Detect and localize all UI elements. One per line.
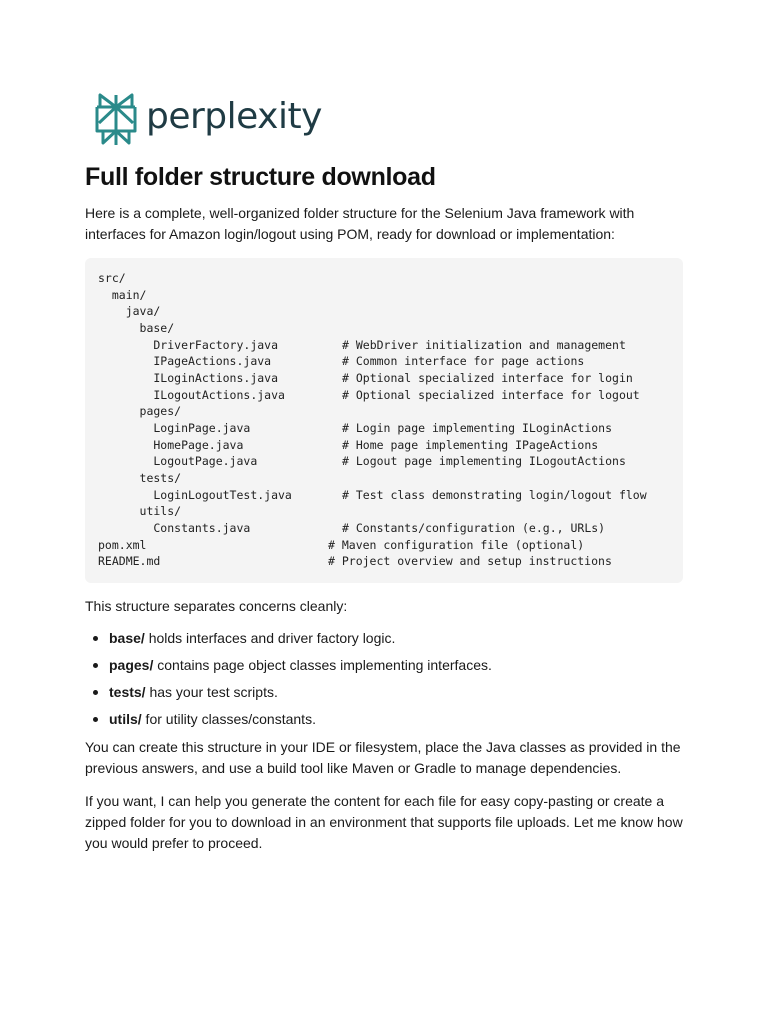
brand-logo (94, 93, 322, 147)
code-comment: # Project overview and setup instructions (328, 554, 612, 569)
code-path: IPageActions.java (98, 354, 272, 369)
code-line (98, 437, 683, 454)
list-item (85, 709, 685, 736)
code-line (98, 520, 683, 537)
code-comment: # Maven configuration file (optional) (328, 537, 585, 552)
code-comment: # Optional specialized interface for logout (342, 387, 640, 402)
bullet-list (85, 628, 685, 736)
code-comment: # Test class demonstrating login/logout flow (342, 487, 647, 502)
bullet-text: for utility classes/constants. (141, 711, 316, 727)
code-comment: # Common interface for page actions (342, 354, 585, 369)
code-path: Constants.java (98, 520, 251, 535)
separates-paragraph: This structure separates concerns cleanly: (85, 598, 348, 614)
code-line (98, 553, 683, 570)
list-item (85, 682, 685, 709)
code-path: src/ (98, 271, 126, 285)
code-line (98, 303, 683, 320)
code-comment: # Login page implementing ILoginActions (342, 420, 613, 435)
page-title: Full folder structure download (85, 163, 436, 191)
code-line (98, 320, 683, 337)
bullet-bold: tests/ (109, 684, 146, 700)
code-comment: # Home page implementing IPageActions (342, 437, 599, 452)
list-item (85, 655, 685, 682)
code-lines (98, 270, 683, 570)
code-line (98, 537, 683, 554)
code-block[interactable] (85, 258, 683, 583)
code-line (98, 487, 683, 504)
intro-paragraph: Here is a complete, well-organized folder structure for the Selenium Java framework with interfaces for Amazon login/logout using POM, ready for download or implementation: (85, 205, 635, 242)
code-path: pages/ (98, 404, 182, 419)
code-comment: # Constants/configuration (e.g., URLs) (342, 520, 606, 535)
code-path: main/ (98, 287, 147, 302)
code-path: DriverFactory.java (98, 337, 279, 352)
bullet-bold: utils/ (109, 711, 142, 727)
code-path: tests/ (98, 470, 182, 485)
code-path: pom.xml (98, 537, 147, 552)
code-line (98, 270, 683, 287)
code-path: ILoginActions.java (98, 370, 279, 385)
code-path: LoginLogoutTest.java (98, 487, 292, 502)
code-line (98, 403, 683, 420)
bullet-text: holds interfaces and driver factory logic. (144, 630, 396, 646)
code-line (98, 420, 683, 437)
code-line (98, 453, 683, 470)
code-path: README.md (98, 554, 161, 569)
code-path: LogoutPage.java (98, 454, 258, 469)
bullet-bold: pages/ (109, 657, 154, 673)
list-item (85, 628, 685, 655)
code-comment: # WebDriver initialization and management (342, 337, 626, 352)
code-path: HomePage.java (98, 437, 244, 452)
code-path: base/ (98, 320, 175, 335)
code-line (98, 337, 683, 354)
create-structure-paragraph: You can create this structure in your IDE or filesystem, place the Java classes as provided in the previous answers, and use a build tool like Maven or Gradle to manage dependencies. (85, 739, 681, 776)
code-line (98, 470, 683, 487)
code-line (98, 387, 683, 404)
bullet-text: has your test scripts. (145, 684, 278, 700)
code-comment: # Optional specialized interface for login (342, 370, 633, 385)
code-path: LoginPage.java (98, 420, 251, 435)
code-line (98, 503, 683, 520)
perplexity-logo-icon (94, 93, 138, 147)
code-comment: # Logout page implementing ILogoutActions (342, 454, 626, 469)
code-line (98, 353, 683, 370)
brand-name: perplexity (146, 96, 322, 137)
code-path: java/ (98, 304, 161, 319)
code-path: ILogoutActions.java (98, 387, 285, 402)
code-line (98, 287, 683, 304)
offer-help-paragraph: If you want, I can help you generate the content for each file for easy copy-pasting or create a zipped folder for you to download in an environment that supports file uploads. Let me know how you would prefer to proceed. (85, 793, 683, 851)
bullet-bold: base/ (109, 630, 145, 646)
code-line (98, 370, 683, 387)
code-path: utils/ (98, 504, 182, 519)
bullet-text: contains page object classes implementing interfaces. (153, 657, 492, 673)
